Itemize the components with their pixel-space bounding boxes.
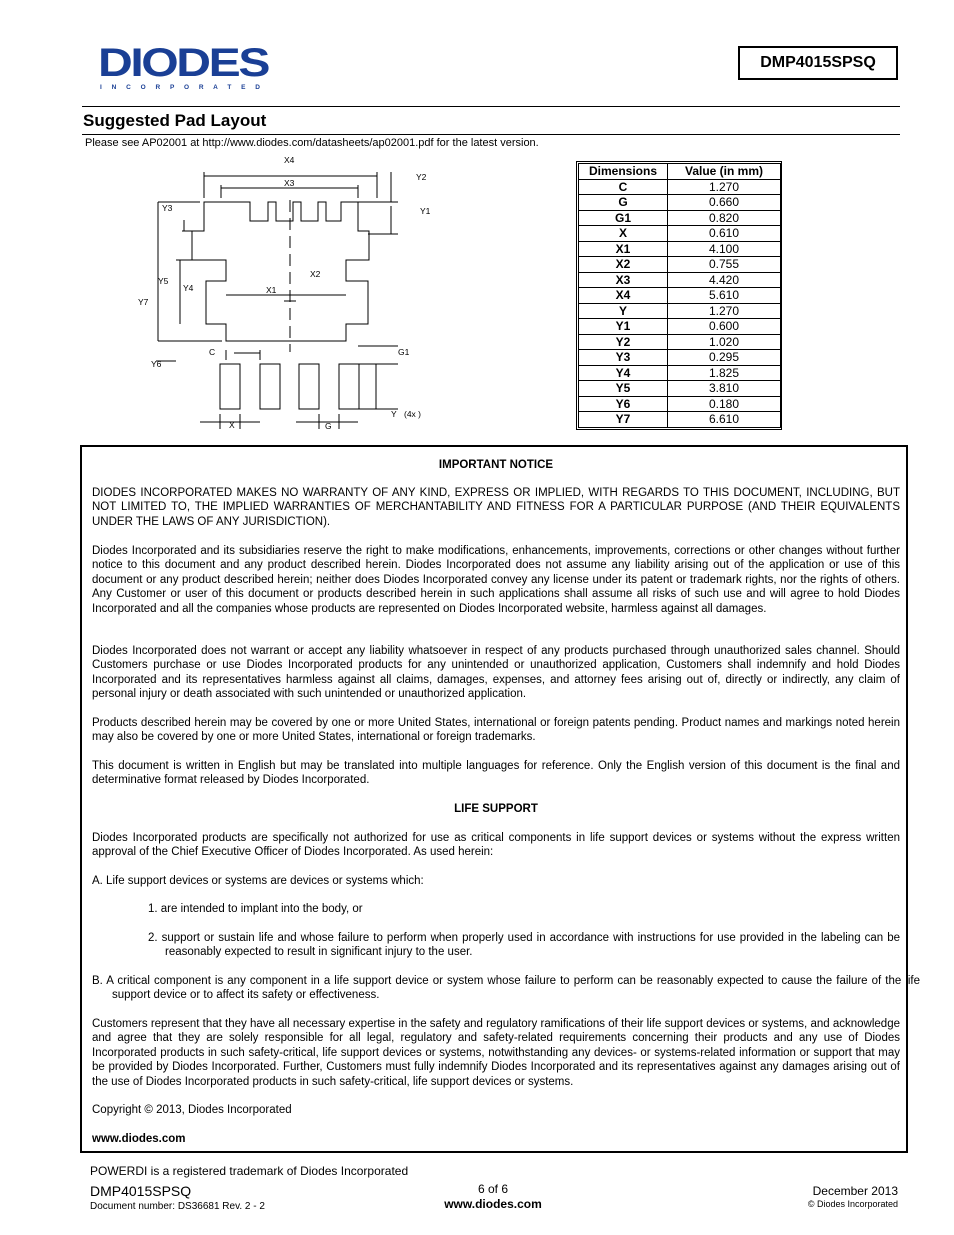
bottom-pad-1 xyxy=(220,364,240,409)
dim-label-y4: Y4 xyxy=(183,283,194,293)
logo-subtext: I N C O R P O R A T E D xyxy=(100,84,260,91)
footer-document-number: Document number: DS36681 Rev. 2 - 2 xyxy=(90,1201,265,1212)
divider xyxy=(82,134,900,135)
dim-label-c: C xyxy=(209,347,216,357)
dim-label-y7: Y7 xyxy=(138,297,149,307)
table-row xyxy=(579,179,781,195)
notice-title: IMPORTANT NOTICE xyxy=(438,459,554,471)
footer-copyright: © Diodes Incorporated xyxy=(807,1199,898,1209)
col-header-value: Value (in mm) xyxy=(668,164,781,180)
intro-text: Please see AP02001 at http://www.diodes.com/datasheets/ap02001.pdf for the latest version. xyxy=(85,137,539,149)
dimension-name-cell: Y7 xyxy=(579,412,668,428)
bottom-pad-3 xyxy=(299,364,319,409)
dimension-name-cell: Y6 xyxy=(579,396,668,412)
footer-part-number: DMP4015SPSQ xyxy=(90,1183,192,1199)
table-row xyxy=(579,272,781,288)
notice-paragraph: Diodes Incorporated and its subsidiaries reserve the right to make modifications, enhancements, improvements, corrections or other changes without further notice to this document and any product described herein. Diodes Incorporated does not assume any liability arising out of the application or use of this document or any product described herein; neither does Diodes Incorporated convey any license under its patent or trademark rights, nor the rights of others. Any Customer or user of this document or products described herein in such applications shall assume all risks of such use and will agree to hold Diodes Incorporated and all the companies whose products are represented on Diodes Incorporated website, harmless against all damages. xyxy=(92,545,900,615)
dimension-value-cell: 0.820 xyxy=(668,210,781,226)
dim-label-g1: G1 xyxy=(398,347,410,357)
table-row xyxy=(579,210,781,226)
dim-label-g: G xyxy=(325,421,332,431)
notice-paragraph: Products described herein may be covered by one or more United States, international or foreign patents pending. Product names and markings noted herein may also be covered by one or more United States, international or foreign trademarks. xyxy=(92,717,900,744)
dimension-name-cell: X4 xyxy=(579,288,668,304)
dim-label-x1: X1 xyxy=(266,285,277,295)
dimension-name-cell: Y3 xyxy=(579,350,668,366)
dimension-name-cell: C xyxy=(579,179,668,195)
dimension-name-cell: X3 xyxy=(579,272,668,288)
dim-label-y6: Y6 xyxy=(151,359,162,369)
table-header-row xyxy=(579,164,781,180)
table-row xyxy=(579,319,781,335)
notice-website-link[interactable]: www.diodes.com xyxy=(92,1133,186,1145)
list-item-b: B. A critical component is any component in a life support device or system whose failure to perform can be reasonably expected to cause the failure of the life support device or to affect its safety or effectiveness. xyxy=(92,975,920,1002)
main-pad-outline xyxy=(192,202,369,341)
table-row xyxy=(579,350,781,366)
footer-page-number: 6 of 6 xyxy=(477,1182,509,1196)
dimension-value-cell: 0.295 xyxy=(668,350,781,366)
dim-label-4x: (4x ) xyxy=(404,409,421,419)
dimension-value-cell: 0.600 xyxy=(668,319,781,335)
dimension-value-cell: 3.810 xyxy=(668,381,781,397)
col-header-dimensions: Dimensions xyxy=(579,164,668,180)
dimension-value-cell: 1.020 xyxy=(668,334,781,350)
table-row xyxy=(579,381,781,397)
part-number-box xyxy=(738,46,898,80)
dim-label-y2: Y2 xyxy=(416,172,427,182)
dimension-value-cell: 6.610 xyxy=(668,412,781,428)
important-notice-box xyxy=(80,445,920,1153)
dim-label-x3: X3 xyxy=(284,178,295,188)
table-row xyxy=(579,226,781,242)
table-row xyxy=(579,288,781,304)
life-support-title: LIFE SUPPORT xyxy=(454,803,538,815)
dimension-value-cell: 5.610 xyxy=(668,288,781,304)
dimension-value-cell: 1.825 xyxy=(668,365,781,381)
list-item-a1: 1. are intended to implant into the body, or xyxy=(148,903,363,915)
footer-website-link[interactable]: www.diodes.com xyxy=(444,1197,542,1211)
dimension-value-cell: 4.420 xyxy=(668,272,781,288)
dimension-name-cell: X2 xyxy=(579,257,668,273)
diodes-logo xyxy=(98,42,278,92)
dimension-value-cell: 0.755 xyxy=(668,257,781,273)
dim-label-y: Y xyxy=(391,409,397,419)
notice-paragraph: Customers represent that they have all necessary expertise in the safety and regulatory ramifications of their life support devices or systems, and acknowledge and agree that they are solely responsible for all legal, regulatory and safety-related requirements concerning their products and any use of Diodes Incorporated products in such safety-critical, life support devices or systems, notwithstanding any devices- or systems-related information or support that may be provided by Diodes Incorporated. Further, Customers must fully indemnify Diodes Incorporated and its representatives against any damages arising out of the use of Diodes Incorporated products in such safety-critical, life support devices or systems. xyxy=(92,1018,900,1088)
footer-trademark: POWERDI is a registered trademark of Diodes Incorporated xyxy=(90,1164,409,1178)
dimension-value-cell: 1.270 xyxy=(668,303,781,319)
dimension-name-cell: X xyxy=(579,226,668,242)
notice-paragraph: Diodes Incorporated does not warrant or accept any liability whatsoever in respect of any products purchased through unauthorized sales channel. Should Customers purchase or use Diodes Incorporated products for any unintended or unauthorized application, Customers shall indemnify and hold Diodes Incorporated and its representatives harmless against all claims, damages, expenses, and attorney fees arising out of, directly or indirectly, any claim of personal injury or death associated with such unintended or unauthorized application. xyxy=(92,645,900,701)
dim-label-x2: X2 xyxy=(310,269,321,279)
dimension-name-cell: Y4 xyxy=(579,365,668,381)
dim-label-x: X xyxy=(229,420,235,430)
bottom-pad-4 xyxy=(339,364,359,409)
bottom-pad-2 xyxy=(260,364,280,409)
notice-paragraph: Diodes Incorporated products are specifically not authorized for use as critical components in life support devices or systems without the express written approval of the Chief Executive Officer of Diodes Incorporated. As used herein: xyxy=(92,832,900,859)
section-title: Suggested Pad Layout xyxy=(83,111,267,130)
dim-label-y1: Y1 xyxy=(420,206,431,216)
list-item-a2: 2. support or sustain life and whose failure to perform when properly used in accordance with instructions for use provided in the labeling can be reasonably expected to result in significant injury to the user. xyxy=(148,932,900,959)
table-row xyxy=(579,412,781,428)
table-row xyxy=(579,257,781,273)
list-item-a: A. Life support devices or systems are devices or systems which: xyxy=(92,875,424,887)
part-number: DMP4015SPSQ xyxy=(760,54,876,71)
dim-label-y5: Y5 xyxy=(158,276,169,286)
logo-wordmark: DIODES xyxy=(98,42,270,85)
pad-layout-diagram xyxy=(136,154,436,434)
divider xyxy=(82,106,900,107)
dimension-name-cell: Y2 xyxy=(579,334,668,350)
dimension-value-cell: 0.180 xyxy=(668,396,781,412)
dimension-name-cell: Y xyxy=(579,303,668,319)
dimension-name-cell: Y1 xyxy=(579,319,668,335)
table-row xyxy=(579,303,781,319)
footer-date: December 2013 xyxy=(812,1184,898,1198)
dimension-name-cell: Y5 xyxy=(579,381,668,397)
notice-paragraph: This document is written in English but may be translated into multiple languages for reference. Only the English version of this document is the final and determinative format released by Diodes Incorporated. xyxy=(92,760,900,787)
dimension-name-cell: G xyxy=(579,195,668,211)
dimension-name-cell: X1 xyxy=(579,241,668,257)
dimension-value-cell: 1.270 xyxy=(668,179,781,195)
table-row xyxy=(579,334,781,350)
dimension-value-cell: 0.660 xyxy=(668,195,781,211)
dimension-name-cell: G1 xyxy=(579,210,668,226)
notice-copyright: Copyright © 2013, Diodes Incorporated xyxy=(92,1104,292,1116)
dimension-value-cell: 4.100 xyxy=(668,241,781,257)
notice-paragraph: DIODES INCORPORATED MAKES NO WARRANTY OF ANY KIND, EXPRESS OR IMPLIED, WITH REGARDS TO THIS DOCUMENT, INCLUDING, BUT NOT LIMITED TO, THE IMPLIED WARRANTIES OF MERCHANTABILITY AND FITNESS FOR A PARTICULAR PURPOSE (AND THEIR EQUIVALENTS UNDER THE LAWS OF ANY JURISDICTION). xyxy=(92,487,900,528)
table-row xyxy=(579,195,781,211)
dim-label-y3: Y3 xyxy=(162,203,173,213)
dimensions-table xyxy=(578,163,781,428)
table-row xyxy=(579,365,781,381)
dim-label-x4: X4 xyxy=(284,155,295,165)
table-row xyxy=(579,241,781,257)
dimension-value-cell: 0.610 xyxy=(668,226,781,242)
table-row xyxy=(579,396,781,412)
